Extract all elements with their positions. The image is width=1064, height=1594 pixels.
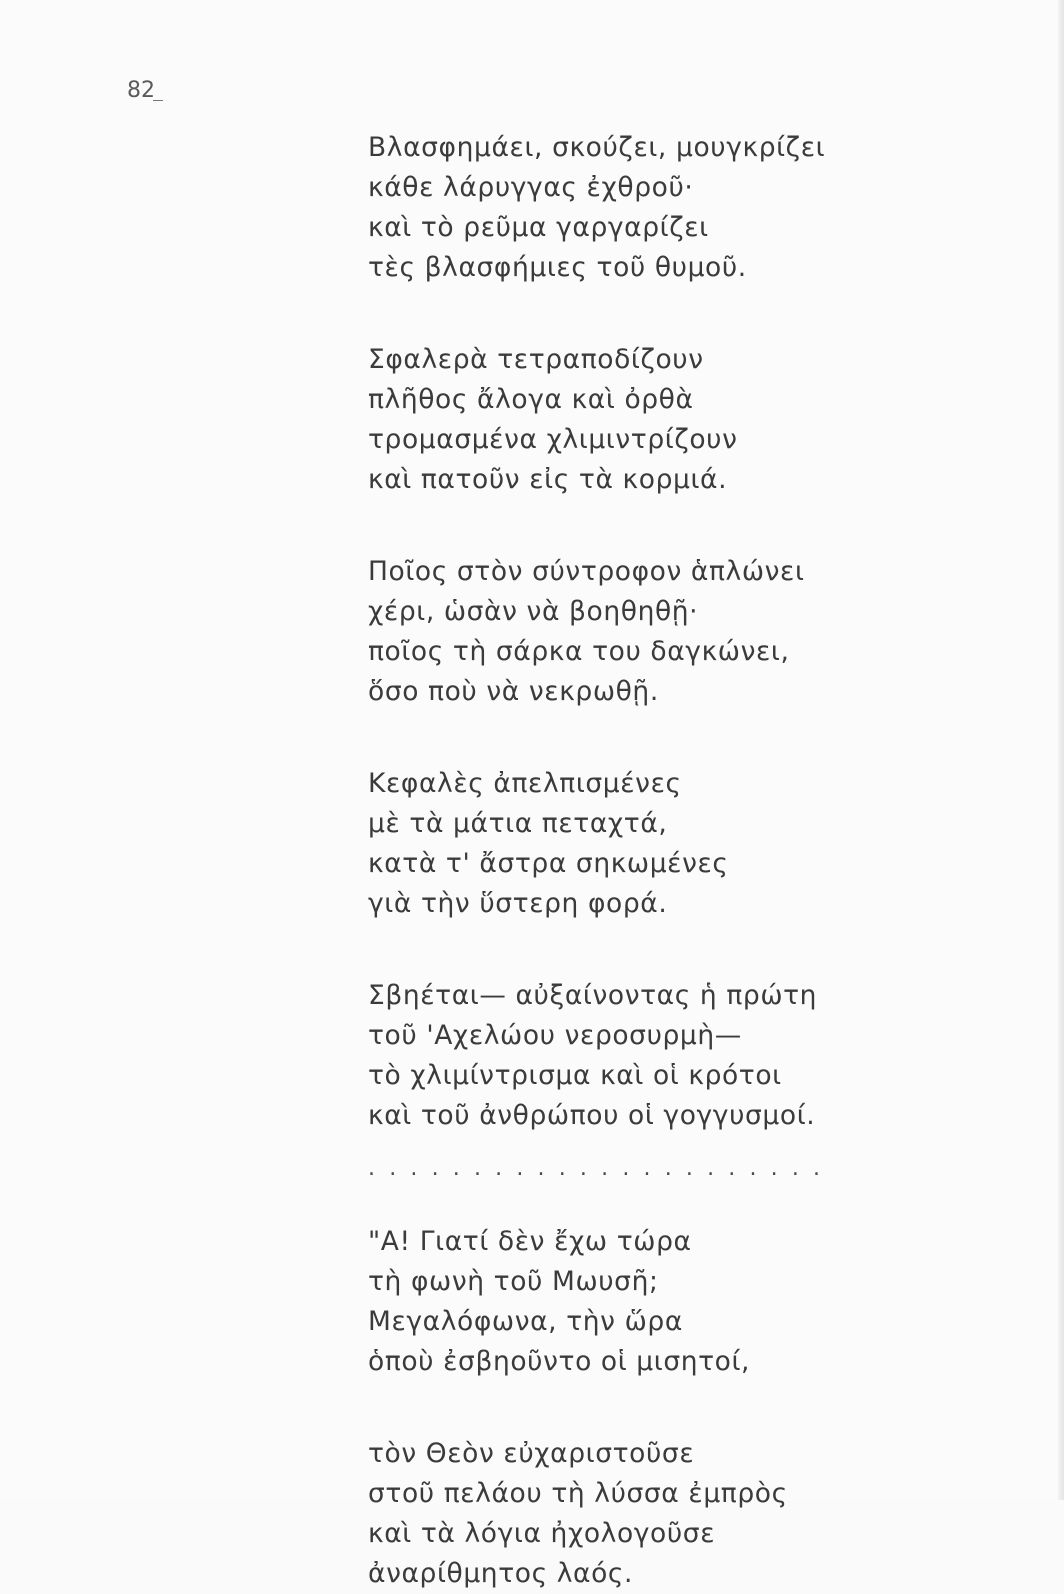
poem-line: Σφαλερὰ τετραποδίζουν [368, 344, 704, 375]
poem-line: ποῖος τὴ σάρκα του δαγκώνει, [368, 636, 790, 667]
poem-line: Σβηέται— αὐξαίνοντας ἡ πρώτη [368, 980, 818, 1011]
page-number-text: 82 [127, 78, 155, 103]
poem-line: Βλασφημάει, σκούζει, μουγκρίζει [368, 132, 826, 163]
poem [368, 128, 888, 1594]
poem-line: κατὰ τ' ἄστρα σηκωμένες [368, 848, 729, 879]
poem-line: τὲς βλασφήμιες τοῦ θυμοῦ. [368, 252, 747, 283]
poem-line: πλῆθος ἄλογα καὶ ὀρθὰ [368, 384, 694, 415]
poem-line: γιὰ τὴν ὕστερη φορά. [368, 888, 668, 919]
stanza-7 [368, 1434, 888, 1594]
stanza-3 [368, 552, 888, 712]
poem-line: μὲ τὰ μάτια πεταχτά, [368, 808, 668, 839]
poem-line: τὴ φωνὴ τοῦ Μωυσῆ; [368, 1266, 659, 1297]
poem-line: στοῦ πελάου τὴ λύσσα ἐμπρὸς [368, 1478, 788, 1509]
poem-line: κάθε λάρυγγας ἐχθροῦ· [368, 172, 694, 203]
poem-line: τρομασμένα χλιμιντρίζουν [368, 424, 738, 455]
page-number-underline [153, 100, 163, 101]
poem-line: Μεγαλόφωνα, τὴν ὥρα [368, 1306, 683, 1337]
poem-line: τὸν Θεὸν εὐχαριστοῦσε [368, 1438, 695, 1469]
poem-line: καὶ τοῦ ἀνθρώπου οἱ γογγυσμοί. [368, 1100, 816, 1131]
page-number [127, 78, 163, 103]
stanza-5 [368, 976, 888, 1136]
poem-line: Ποῖος στὸν σύντροφον ἁπλώνει [368, 556, 805, 587]
stanza-1 [368, 128, 888, 288]
poem-line: τοῦ 'Αχελώου νεροσυρμὴ— [368, 1020, 742, 1051]
stanza-6 [368, 1222, 888, 1382]
poem-line: τὸ χλιμίντρισμα καὶ οἱ κρότοι [368, 1060, 782, 1091]
poem-line: Κεφαλὲς ἀπελπισμένες [368, 768, 682, 799]
stanza-4 [368, 764, 888, 924]
poem-line: χέρι, ὡσὰν νὰ βοηθηθῇ· [368, 596, 699, 627]
poem-line: καὶ τὸ ρεῦμα γαργαρίζει [368, 212, 709, 243]
poem-line: "Α! Γιατί δὲν ἔχω τώρα [368, 1226, 692, 1257]
page-edge [1058, 0, 1064, 1500]
poem-line: καὶ τὰ λόγια ἠχολογοῦσε [368, 1518, 716, 1549]
stanza-2 [368, 340, 888, 500]
poem-line: καὶ πατοῦν εἰς τὰ κορμιά. [368, 464, 728, 495]
ellipsis-separator: ...................... [368, 1156, 835, 1181]
poem-line: ὅσο ποὺ νὰ νεκρωθῇ. [368, 676, 659, 707]
poem-line: ὁποὺ ἐσβηοῦντο οἱ μισητοί, [368, 1346, 751, 1377]
poem-line: ἀναρίθμητος λαός. [368, 1558, 634, 1589]
